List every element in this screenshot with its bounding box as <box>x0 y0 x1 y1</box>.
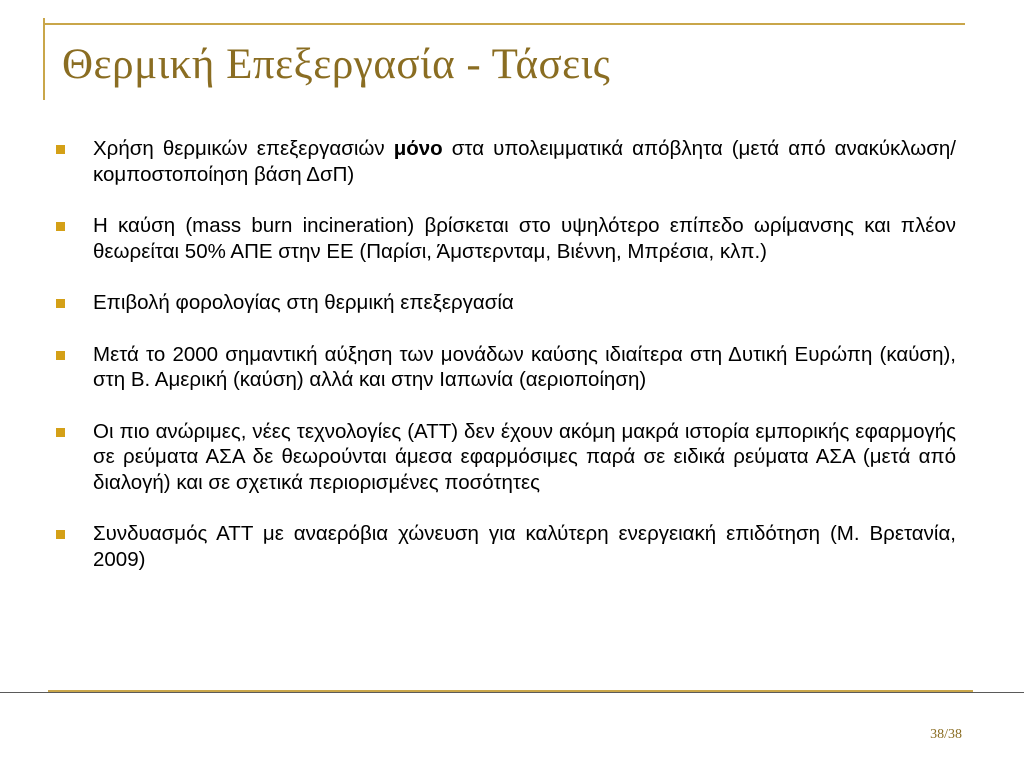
frame-top-line <box>43 23 965 25</box>
square-bullet-icon <box>56 428 65 437</box>
bullet-text: Χρήση θερμικών επεξεργασιών μόνο στα υπολειμματικά απόβλητα (μετά από ανακύκλωση/κομποστοποίηση βάση ΔσΠ) <box>93 137 956 186</box>
bullet-text: Επιβολή φορολογίας στη θερμική επεξεργασία <box>93 291 514 314</box>
bullet-item <box>56 419 956 496</box>
bullet-item <box>56 342 956 393</box>
bullet-text: Συνδυασμός ΑΤΤ με αναερόβια χώνευση για καλύτερη ενεργειακή επιδότηση (Μ. Βρετανία, 2009) <box>93 522 956 571</box>
bullet-text: Μετά το 2000 σημαντική αύξηση των μονάδων καύσης ιδιαίτερα στη Δυτική Ευρώπη (καύση), στη Β. Αμερική (καύση) αλλά και στην Ιαπωνία (αεριοποίηση) <box>93 342 956 391</box>
bullet-item <box>56 213 956 264</box>
emphasis-text: μόνο <box>393 137 443 160</box>
bullet-item <box>56 521 956 572</box>
footer-accent-line <box>48 690 973 692</box>
square-bullet-icon <box>56 145 65 154</box>
footer-divider <box>0 692 1024 693</box>
square-bullet-icon <box>56 351 65 360</box>
square-bullet-icon <box>56 299 65 308</box>
bullet-list <box>56 136 956 598</box>
slide-title: Θερμική Επεξεργασία - Τάσεις <box>62 41 611 88</box>
bullet-item <box>56 290 956 316</box>
bullet-text: Η καύση (mass burn incineration) βρίσκεται στο υψηλότερο επίπεδο ωρίμανσης και πλέον θεωρείται 50% ΑΠΕ στην ΕΕ (Παρίσι, Άμστερνταμ, Βιέννη, Μπρέσια, κλπ.) <box>93 214 956 263</box>
bullet-item <box>56 136 956 187</box>
bullet-text: Οι πιο ανώριμες, νέες τεχνολογίες (ΑΤΤ) δεν έχουν ακόμη μακρά ιστορία εμπορικής εφαρμογής σε ρεύματα ΑΣΑ δε θεωρούνται άμεσα εφαρμόσιμες παρά σε ειδικά ρεύματα ΑΣΑ (μετά από διαλογή) και σε σχετικά περιορισμένες ποσότητες <box>93 419 956 494</box>
square-bullet-icon <box>56 222 65 231</box>
page-number: 38/38 <box>930 727 962 742</box>
square-bullet-icon <box>56 530 65 539</box>
frame-left-line <box>43 18 45 100</box>
